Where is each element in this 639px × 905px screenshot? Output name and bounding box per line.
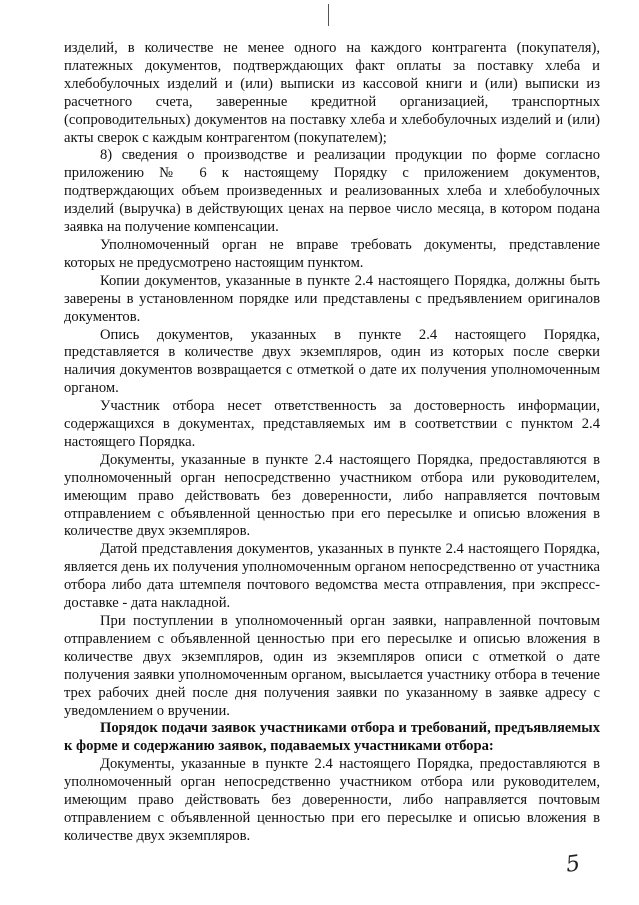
paragraph-document-copies: Копии документов, указанные в пункте 2.4 настоящего Порядка, должны быть заверены в установленном порядке или представлены с предъявлением оригиналов документов. — [64, 272, 600, 325]
binding-mark — [328, 4, 329, 26]
paragraph-continuation: изделий, в количестве не менее одного на каждого контрагента (покупателя), платежных документов, подтверждающих факт оплаты за поставку хлеба и хлебобулочных изделий и (или) выписки из кассовой книги и (или) выписки из расчетного счета, заверенные кредитной организацией, транспортных (сопроводительных) документов на поставку хлеба и хлебобулочных изделий и (или) акты сверок с каждым контрагентом (покупателем); — [64, 40, 600, 146]
paragraph-inventory: Опись документов, указанных в пункте 2.4 настоящего Порядка, представляется в количестве двух экземпляров, один из которых после сверки наличия документов возвращается с отметкой о дате их получения уполномоченным органом. — [64, 326, 600, 397]
paragraph-submission: Документы, указанные в пункте 2.4 настоящего Порядка, предоставляются в уполномоченный орган непосредственно участником отбора или руководителем, имеющим право действовать без доверенности, либо направляется почтовым отправлением с объявленной ценностью при его пересылке и описью вложения в количестве двух экземпляров. — [64, 451, 600, 540]
paragraph-responsibility: Участник отбора несет ответственность за достоверность информации, содержащихся в документах, представляемых им в соответствии с пунктом 2.4 настоящего Порядка. — [64, 398, 600, 450]
paragraph-submission-date: Датой представления документов, указанных в пункте 2.4 настоящего Порядка, является день их получения уполномоченным органом непосредственно от участника отбора либо дата штемпеля почтового ведомства места отправления, при экспресс-доставке - дата накладной. — [64, 541, 600, 612]
paragraph-postal-receipt: При поступлении в уполномоченный орган заявки, направленной почтовым отправлением с объявленной ценностью при его пересылке и описью вложения в количестве двух экземпляров, один из экземпляров описи с отметкой о дате получения заявки уполномоченным органом, высылается участнику отбора в течение трех рабочих дней после дня получения заявки по указанному в заявке адресу с уведомлением о вручении. — [64, 613, 600, 719]
paragraph-item-8: 8) сведения о производстве и реализации продукции по форме согласно приложению № 6 к настоящему Порядку с приложением документов, подтверждающих объем произведенных и реализованных хлеба и хлебобулочных изделий (выручка) в действующих ценах на первое число месяца, в котором подана заявка на получение компенсации. — [64, 147, 600, 236]
section-heading: Порядок подачи заявок участниками отбора и требований, предъявляемых к форме и содержанию заявок, подаваемых участниками отбора: — [64, 720, 600, 755]
paragraph-no-extra-documents: Уполномоченный орган не вправе требовать документы, представление которых не предусмотрено настоящим пунктом. — [64, 236, 600, 271]
document-page — [64, 40, 600, 846]
paragraph-submission-repeat: Документы, указанные в пункте 2.4 настоящего Порядка, предоставляются в уполномоченный орган непосредственно участником отбора или руководителем, имеющим право действовать без доверенности, либо направляется почтовым отправлением с объявленной ценностью при его пересылке и описью вложения в количестве двух экземпляров. — [64, 756, 600, 844]
page-number: 5 — [564, 851, 582, 878]
